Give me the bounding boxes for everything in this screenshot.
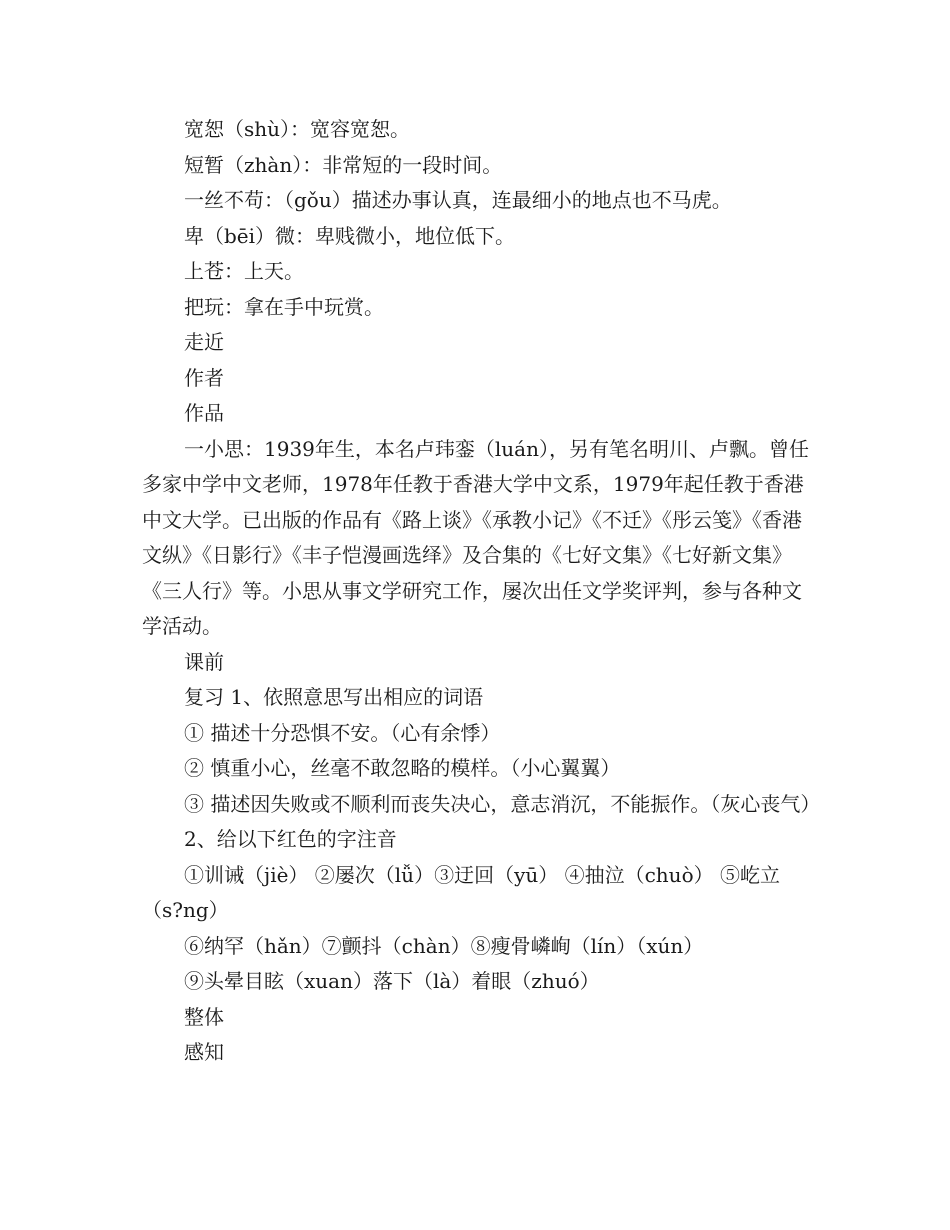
exercise-2-line-2: ⑥纳罕（hǎn）⑦颤抖（chàn）⑧瘦骨嶙峋（lín）（xún） xyxy=(184,933,704,958)
section-heading-zuozhe: 作者 xyxy=(184,365,224,390)
exercise-1-heading: 复习 1、依照意思写出相应的词语 xyxy=(184,685,484,709)
section-heading-zhengti: 整体 xyxy=(184,1004,224,1029)
vocab-kuanshu: 宽恕（shù）：宽容宽恕。 xyxy=(184,117,411,141)
exercise-2-heading: 2、给以下红色的字注音 xyxy=(184,827,397,851)
section-heading-zuopin: 作品 xyxy=(184,401,224,425)
vocab-duanzan: 短暂（zhàn）：非常短的一段时间。 xyxy=(184,152,503,177)
vocab-shangcang: 上苍：上天。 xyxy=(184,259,304,283)
section-heading-keqian: 课前 xyxy=(184,649,224,674)
vocab-bawan: 把玩：拿在手中玩赏。 xyxy=(184,294,384,319)
exercise-1-item-3: ③ 描述因失败或不顺利而丧失决心，意志消沉，不能振作。（灰心丧气） xyxy=(184,791,821,816)
exercise-1-item-1: ① 描述十分恐惧不安。（心有余悸） xyxy=(184,720,501,745)
document-page xyxy=(142,112,821,1071)
section-heading-zoujin: 走近 xyxy=(184,330,224,354)
exercise-2-line-1: ①训诫（jiè） ②屡次（lǚ）③迂回（yū） ④抽泣（chuò） ⑤屹立（s?ng） xyxy=(142,862,780,922)
vocab-yisibugou: 一丝不苟：（gǒu）描述办事认真，连最细小的地点也不马虎。 xyxy=(184,188,732,212)
exercise-2-line-3: ⑨头晕目眩（xuan）落下（là）着眼（zhuó） xyxy=(184,969,600,993)
exercise-1-item-2: ② 慎重小心，丝毫不敢忽略的模样。（小心翼翼） xyxy=(184,756,621,780)
author-bio-paragraph: 一小思：1939年生，本名卢玮銮（luán），另有笔名明川、卢飘。曾任多家中学中文老师，1978年任教于香港大学中文系，1979年起任教于香港中文大学。已出版的作品有《路上谈》《承教小记》《不迁》《彤云笺》《香港文纵》《日影行》《丰子恺漫画选绎》及合集的《七好文集》《七好新文集》《三人行》等。小思从事文学研究工作，屡次出任文学奖评判，参与各种文学活动。 xyxy=(142,436,809,638)
section-heading-ganzhi: 感知 xyxy=(184,1040,224,1064)
vocab-beiwei: 卑（bēi）微：卑贱微小，地位低下。 xyxy=(184,223,516,248)
